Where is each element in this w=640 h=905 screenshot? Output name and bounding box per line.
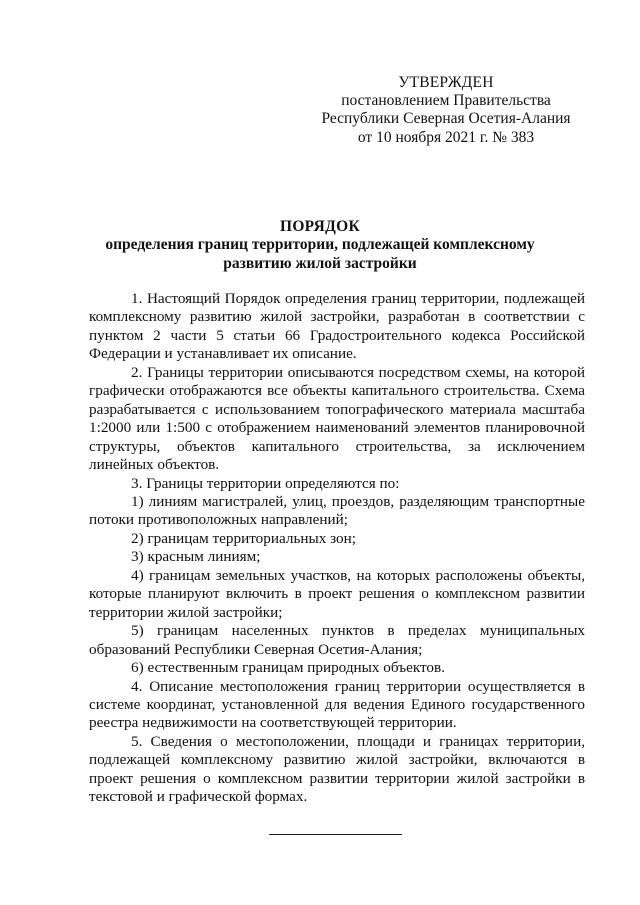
document-body: [89, 290, 585, 807]
approval-republic: Республики Северная Осетия-Алания: [321, 110, 571, 128]
approval-resolution: постановлением Правительства: [341, 92, 551, 110]
end-divider-line: [269, 834, 402, 835]
approval-date-number: от 10 ноября 2021 г. № 383: [357, 128, 535, 146]
document-title: [64, 218, 576, 273]
title-subtitle-line2: развитию жилой застройки: [223, 254, 417, 272]
title-main: ПОРЯДОК: [279, 218, 361, 235]
list-item-4: 4) границам земельных участков, на которых расположены объекты, которые планируют включить в проект решения о комплексном развитии территории жилой застройки;: [89, 566, 585, 621]
list-item-3: 3) красным линиям;: [131, 548, 261, 566]
list-item-6: 6) естественным границам природных объектов.: [131, 659, 445, 677]
list-item-2: 2) границам территориальных зон;: [131, 529, 356, 547]
paragraph-1: 1. Настоящий Порядок определения границ территории, подлежащей комплексному развитию жилой застройки, разработан в соответствии с пунктом 2 части 5 статьи 66 Градостроительного кодекса Российской Федерации и устанавливает их описание.: [89, 290, 585, 363]
paragraph-5: 5. Сведения о местоположении, площади и границах территории, подлежащей комплексному развитию жилой застройки, включаются в проект решения о комплексном развитии территории жилой застройки в текстовой и графической формах.: [89, 732, 585, 806]
paragraph-2: 2. Границы территории описываются посредством схемы, на которой графически отображаются все объекты капитального строительства. Схема разрабатывается с использованием топографического материала масштаба 1:2000 или 1:500 с отображением наименований элементов планировочной структуры, объектов капитального строительства, за исключением линейных объектов.: [89, 363, 585, 474]
approval-block: [300, 74, 592, 147]
list-item-5: 5) границам населенных пунктов в пределах муниципальных образований Республики Северная Осетия-Алания;: [89, 622, 585, 658]
approval-heading: УТВЕРЖДЕН: [398, 74, 494, 91]
paragraph-4: 4. Описание местоположения границ территории осуществляется в системе координат, установленной для ведения Единого государственного реестра недвижимости на соответствующей территории.: [89, 677, 585, 732]
list-item-1: 1) линиям магистралей, улиц, проездов, разделяющим транспортные потоки противоположных направлений;: [89, 492, 585, 529]
title-subtitle-line1: определения границ территории, подлежащей комплексному: [105, 236, 535, 254]
paragraph-3: 3. Границы территории определяются по:: [131, 474, 400, 492]
